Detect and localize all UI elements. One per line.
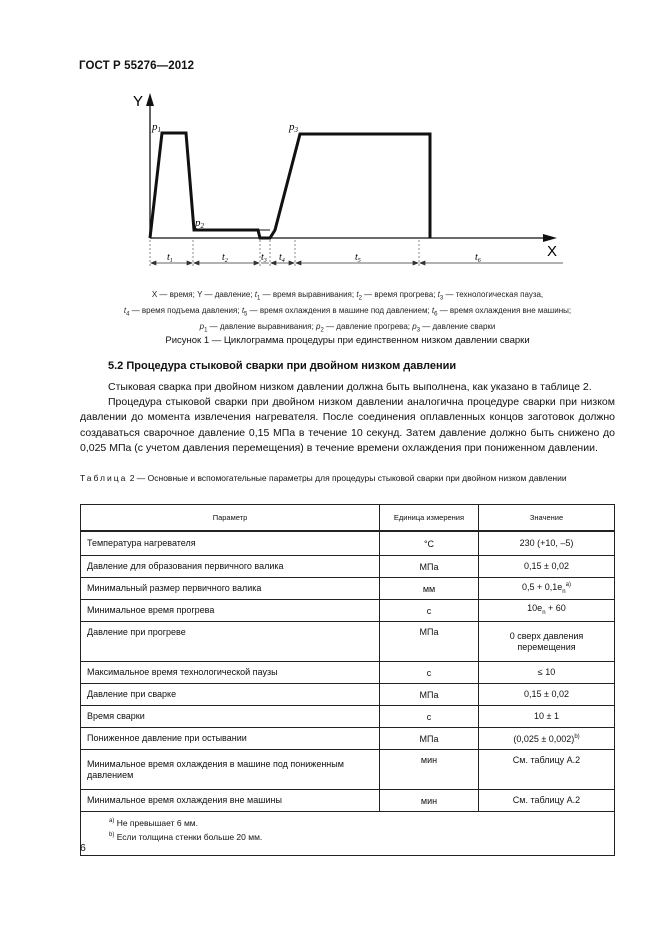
table-row (81, 750, 615, 790)
unit-cell: с (380, 600, 479, 622)
table-caption (80, 473, 615, 484)
time-labels (167, 252, 481, 264)
parameters-table (80, 504, 615, 856)
cyclogram-figure (95, 88, 575, 278)
t5-label: $t_5$ (355, 252, 361, 264)
t1-label: $t_1$ (167, 252, 173, 264)
value-cell: См. таблицу А.2 (479, 750, 615, 790)
y-axis-arrow (146, 93, 154, 106)
legend-line-1: X — время; Y — давление; $t_1$ — время выравнивания; $t_2$ — время прогрева; $t_3$ — технологическая пауза, (151, 290, 544, 302)
value-cell: $10e_n + 60$ (479, 600, 615, 622)
table-row (81, 600, 615, 622)
unit-cell: °С (380, 531, 479, 556)
header-unit: Единица измерения (380, 505, 479, 532)
param-cell: Минимальное время охлаждения в машине под пониженным давлением (81, 750, 380, 790)
param-cell: Минимальное время охлаждения вне машины (81, 790, 380, 812)
x-axis-arrow (543, 234, 557, 242)
note-a: $^{a)}$ Не превышает 6 мм. (109, 817, 198, 828)
table-row (81, 684, 615, 706)
table-notes (81, 812, 615, 856)
document-header: ГОСТ Р 55276—2012 (79, 60, 195, 72)
value-cell: 0 сверх давления перемещения (479, 622, 615, 662)
header-value: Значение (479, 505, 615, 532)
table-row (81, 531, 615, 556)
value-cell: ≤ 10 (479, 662, 615, 684)
t2-label: $t_2$ (222, 252, 228, 264)
value-cell: $(0,025 \pm 0,002)^{b)}$ (479, 728, 615, 750)
unit-cell: МПа (380, 684, 479, 706)
value-cell: 0,15 ± 0,02 (479, 684, 615, 706)
param-cell: Давление при сварке (81, 684, 380, 706)
param-cell: Давление при прогреве (81, 622, 380, 662)
table-notes-row (81, 812, 615, 856)
unit-cell: МПа (380, 556, 479, 578)
param-cell: Минимальный размер первичного валика (81, 578, 380, 600)
value-cell: 0,15 ± 0,02 (479, 556, 615, 578)
figure-legend (80, 289, 615, 337)
p3-label: p3 (289, 121, 298, 134)
legend-line-3: $p_1$ — давление выравнивания; $p_2$ — давление прогрева; $p_3$ — давление сварки (199, 322, 496, 334)
section-title: 5.2 Процедура стыковой сварки при двойном низком давлении (108, 360, 457, 372)
paragraph-2: Процедура стыковой сварки при двойном низком давлении аналогична процедуре сварки при низком давлении до момента извлечения нагревателя. После соединения оплавленных концов заготовок должно создаваться сварочное давление 0,15 МПа в течение 10 секунд. Затем давление должно быть снижено до 0,025 МПа (с учетом давления перемещения) в течение времени охлаждения при пониженном давлении. (80, 396, 615, 454)
unit-cell: МПа (380, 728, 479, 750)
unit-cell: с (380, 706, 479, 728)
table-caption-label: Таблица (80, 473, 128, 483)
value-cell: 230 (+10, –5) (479, 531, 615, 556)
table-row (81, 790, 615, 812)
unit-cell: МПа (380, 622, 479, 662)
page-number: 6 (80, 842, 86, 854)
table-caption-text: 2 — Основные и вспомогательные параметры для процедуры стыковой сварки при двойном низком давлении (127, 473, 567, 483)
t4-label: $t_4$ (279, 252, 285, 264)
table-header-row (81, 505, 615, 532)
param-cell: Давление для образования первичного валика (81, 556, 380, 578)
param-cell: Температура нагревателя (81, 531, 380, 556)
value-cell: См. таблицу А.2 (479, 790, 615, 812)
param-cell: Максимальное время технологической паузы (81, 662, 380, 684)
note-b: $^{b)}$ Если толщина стенки больше 20 мм. (109, 831, 263, 842)
x-axis-label: X (547, 243, 558, 260)
legend-line-2: $t_4$ — время подъема давления; $t_5$ — время охлаждения в машине под давлением; $t_6$ — время охлаждения вне машины; (123, 306, 572, 318)
value-cell: 10 ± 1 (479, 706, 615, 728)
table-row (81, 662, 615, 684)
table-row (81, 706, 615, 728)
param-cell: Пониженное давление при остывании (81, 728, 380, 750)
unit-cell: мин (380, 750, 479, 790)
unit-cell: с (380, 662, 479, 684)
value-cell: $0,5 + 0,1e_n^{a)}$ (479, 578, 615, 600)
y-axis-label: Y (133, 93, 144, 110)
pressure-curve (150, 133, 430, 238)
table-row (81, 578, 615, 600)
paragraph-1: Стыковая сварка при двойном низком давлении должна быть выполнена, как указано в таблице 2. (108, 381, 592, 393)
table-row (81, 728, 615, 750)
figure-caption: Рисунок 1 — Циклограмма процедуры при единственном низком давлении сварки (165, 335, 530, 346)
header-parameter: Параметр (81, 505, 380, 532)
unit-cell: мин (380, 790, 479, 812)
param-cell: Минимальное время прогрева (81, 600, 380, 622)
table-row (81, 622, 615, 662)
p1-label: p1 (152, 121, 161, 134)
p2-label: p2 (195, 217, 204, 230)
table-row (81, 556, 615, 578)
t6-label: $t_6$ (475, 252, 481, 264)
t3-label: $t_3$ (261, 252, 267, 264)
param-cell: Время сварки (81, 706, 380, 728)
unit-cell: мм (380, 578, 479, 600)
